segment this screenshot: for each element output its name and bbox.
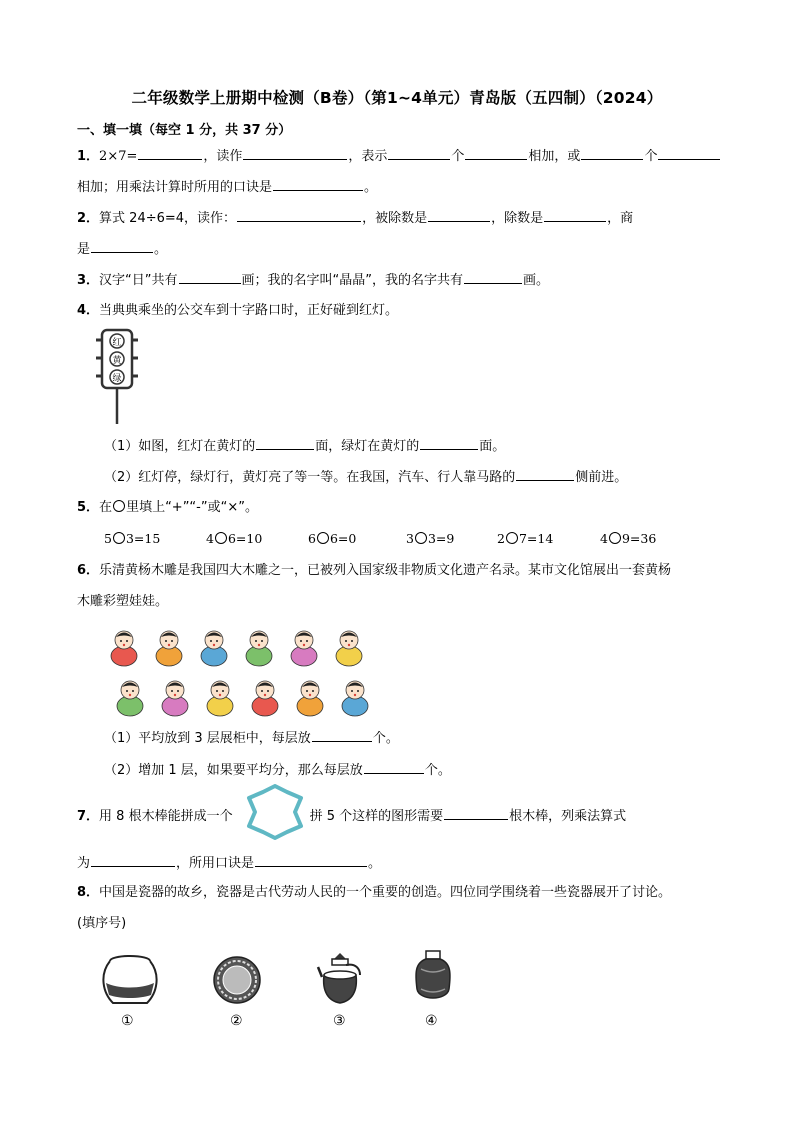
doll-figure bbox=[246, 631, 272, 666]
page-title: 二年级数学上册期中检测（B卷）（第1~4单元）青岛版（五四制）（2024） bbox=[131, 89, 663, 107]
question-8-line-2: (填序号) bbox=[77, 916, 127, 931]
answer-blank[interactable] bbox=[312, 728, 372, 742]
wooden-dolls-image bbox=[102, 622, 374, 718]
question-2-line-1: 2．算式 24÷6=4，读作： ，被除数是 ，除数是 ，商 bbox=[77, 208, 633, 228]
traffic-light-image bbox=[92, 326, 142, 426]
question-5: 5．在 里填上“+”“-”或“×”。 bbox=[77, 500, 258, 515]
answer-blank[interactable] bbox=[237, 208, 361, 222]
stick-shape-icon bbox=[243, 784, 307, 840]
question-4-sub-2: （2）红灯停，绿灯行，黄灯亮了等一等。在我国，汽车、行人靠马路的 侧前进。 bbox=[104, 467, 627, 487]
answer-blank[interactable] bbox=[179, 270, 241, 284]
answer-blank[interactable] bbox=[256, 436, 314, 450]
question-3: 3．汉字“日”共有 画；我的名字叫“晶晶”，我的名字共有 画。 bbox=[77, 270, 549, 290]
question-2-line-2: 是 。 bbox=[77, 239, 167, 259]
answer-blank[interactable] bbox=[428, 208, 490, 222]
question-6-sub-1: （1）平均放到 3 层展柜中，每层放 个。 bbox=[104, 728, 399, 748]
circle-icon bbox=[113, 500, 125, 512]
answer-blank[interactable] bbox=[138, 146, 202, 160]
expression-5: 2 7=14 bbox=[497, 531, 554, 546]
question-8-line-1: 8．中国是瓷器的故乡，瓷器是古代劳动人民的一个重要的创造。四位同学围绕着一些瓷器展开了讨论。 bbox=[77, 885, 672, 900]
doll-figure bbox=[342, 681, 368, 716]
porcelain-vase-icon bbox=[413, 949, 453, 1007]
doll-figure bbox=[252, 681, 278, 716]
operator-circle[interactable] bbox=[215, 532, 227, 544]
answer-blank[interactable] bbox=[388, 146, 450, 160]
option-label-3: ③ bbox=[333, 1013, 346, 1029]
doll-figure bbox=[111, 631, 137, 666]
answer-blank[interactable] bbox=[464, 270, 522, 284]
question-7-line-2: 为 ，所用口诀是 。 bbox=[77, 853, 381, 873]
operator-circle[interactable] bbox=[113, 532, 125, 544]
doll-figure bbox=[336, 631, 362, 666]
option-label-4: ④ bbox=[425, 1013, 438, 1029]
answer-blank[interactable] bbox=[544, 208, 606, 222]
porcelain-jar-icon bbox=[99, 953, 161, 1007]
question-1-line-2: 相加；用乘法计算时所用的口诀是 。 bbox=[77, 177, 377, 197]
expression-3: 6 6=0 bbox=[308, 531, 357, 546]
question-4-sub-1: （1）如图，红灯在黄灯的 面，绿灯在黄灯的 面。 bbox=[104, 436, 505, 456]
yellow-light-label: 黄 bbox=[112, 356, 122, 366]
answer-blank[interactable] bbox=[91, 239, 153, 253]
answer-blank[interactable] bbox=[91, 853, 175, 867]
question-4: 4．当典典乘坐的公交车到十字路口时，正好碰到红灯。 bbox=[77, 303, 399, 318]
answer-blank[interactable] bbox=[273, 177, 363, 191]
operator-circle[interactable] bbox=[506, 532, 518, 544]
expression-1: 5 3=15 bbox=[104, 531, 161, 546]
doll-figure bbox=[117, 681, 143, 716]
expression-6: 4 9=36 bbox=[600, 531, 657, 546]
doll-figure bbox=[207, 681, 233, 716]
section-heading: 一、填一填（每空 1 分，共 37 分） bbox=[77, 123, 292, 138]
answer-blank[interactable] bbox=[255, 853, 367, 867]
expression-4: 3 3=9 bbox=[406, 531, 455, 546]
doll-figure bbox=[156, 631, 182, 666]
doll-figure bbox=[297, 681, 323, 716]
answer-blank[interactable] bbox=[364, 760, 424, 774]
question-6-line-1: 6．乐清黄杨木雕是我国四大木雕之一，已被列入国家级非物质文化遗产名录。某市文化馆展出一套黄杨 bbox=[77, 563, 672, 578]
question-1-line-1: 1．2×7= ，读作 ，表示 个 相加，或 个 bbox=[77, 146, 721, 166]
answer-blank[interactable] bbox=[658, 146, 720, 160]
green-light-label: 绿 bbox=[112, 374, 122, 384]
operator-circle[interactable] bbox=[317, 532, 329, 544]
doll-figure bbox=[201, 631, 227, 666]
doll-figure bbox=[291, 631, 317, 666]
answer-blank[interactable] bbox=[444, 806, 508, 820]
operator-circle[interactable] bbox=[609, 532, 621, 544]
porcelain-plate-icon bbox=[212, 955, 262, 1005]
doll-figure bbox=[162, 681, 188, 716]
option-label-2: ② bbox=[230, 1013, 243, 1029]
expression-2: 4 6=10 bbox=[206, 531, 263, 546]
answer-blank[interactable] bbox=[581, 146, 643, 160]
answer-blank[interactable] bbox=[420, 436, 478, 450]
operator-circle[interactable] bbox=[415, 532, 427, 544]
red-light-label: 红 bbox=[112, 338, 122, 348]
porcelain-teapot-icon bbox=[316, 951, 364, 1007]
answer-blank[interactable] bbox=[465, 146, 527, 160]
answer-blank[interactable] bbox=[243, 146, 347, 160]
option-label-1: ① bbox=[121, 1013, 134, 1029]
question-6-sub-2: （2）增加 1 层，如果要平均分，那么每层放 个。 bbox=[104, 760, 451, 780]
answer-blank[interactable] bbox=[516, 467, 574, 481]
question-7-line-1: 7．用 8 根木棒能拼成一个 ，拼 5 个这样的图形需要 根木棒，列乘法算式 bbox=[77, 806, 626, 826]
question-6-line-2: 木雕彩塑娃娃。 bbox=[77, 594, 169, 609]
